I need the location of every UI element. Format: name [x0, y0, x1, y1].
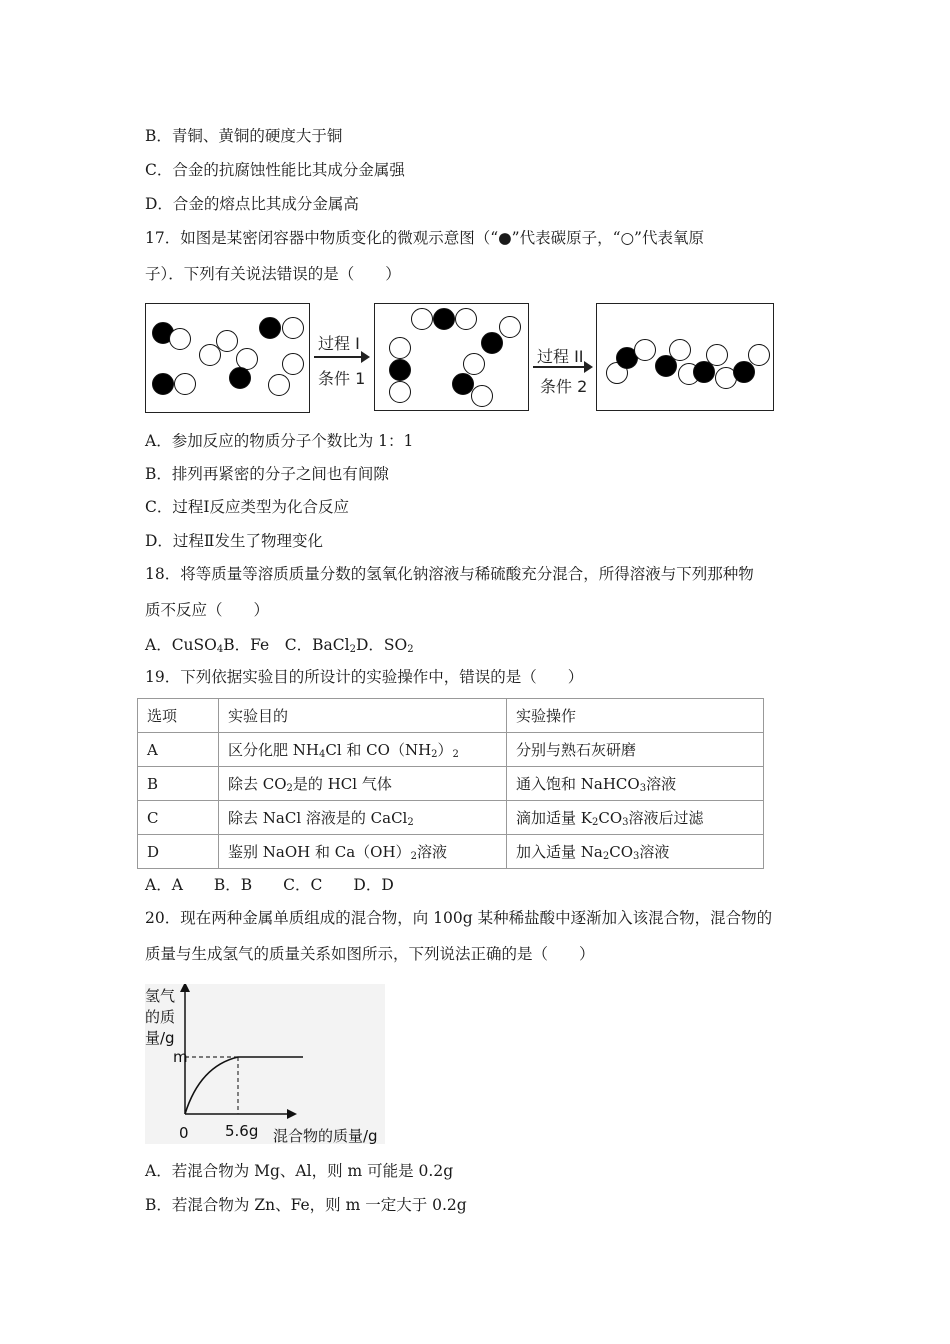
table-header: 实验目的: [219, 699, 507, 733]
process-1-label: 过程 I: [318, 334, 360, 353]
process-1-arrow: [314, 356, 368, 358]
q17-option-b: B．排列再紧密的分子之间也有间隙: [145, 465, 389, 483]
q16-option-c: C．合金的抗腐蚀性能比其成分金属强: [145, 161, 405, 179]
carbon-atom: [481, 332, 503, 354]
ylabel-line: 氢气: [145, 987, 176, 1005]
chart-xlabel: 混合物的质量/g: [273, 1127, 378, 1145]
y-tick-m: m: [173, 1048, 188, 1066]
oxygen-atom: [268, 374, 290, 396]
oxygen-atom: [634, 339, 656, 361]
oxygen-atom: [282, 353, 304, 375]
table-header-row: [138, 699, 764, 733]
q17-option-c: C．过程Ⅰ反应类型为化合反应: [145, 498, 349, 516]
q18-stem-line1: 18．将等质量等溶质质量分数的氢氧化钠溶液与稀硫酸充分混合，所得溶液与下列那种物: [145, 565, 754, 583]
oxygen-atom: [169, 328, 191, 350]
carbon-atom: [389, 359, 411, 381]
oxygen-atom: [199, 344, 221, 366]
table-row: [138, 801, 764, 835]
table-cell-operation: 分别与熟石灰研磨: [507, 733, 764, 767]
q17-stem-line1: 17．如图是某密闭容器中物质变化的微观示意图（“●”代表碳原子，“○”代表氧原: [145, 229, 704, 247]
origin-label: 0: [179, 1124, 189, 1142]
table-cell-goal: 鉴别 NaOH 和 $Ca(OH)_2$溶液: [219, 835, 507, 869]
carbon-atom: [229, 367, 251, 389]
q16-option-d: D．合金的熔点比其成分金属高: [145, 195, 359, 213]
process-2-arrow: [533, 366, 591, 368]
q19-table: [137, 698, 764, 869]
q20-option-b: B．若混合物为 Zn、Fe，则 m 一定大于 0.2g: [145, 1196, 467, 1214]
q20-stem-line1: 20．现在两种金属单质组成的混合物，向 100g 某种稀盐酸中逐渐加入该混合物，混合物的: [145, 909, 773, 927]
carbon-atom: [433, 308, 455, 330]
table-cell-operation: 加入适量 $Na_2CO_3$溶液: [507, 835, 764, 869]
oxygen-atom: [706, 344, 728, 366]
x-axis-arrow: [287, 1109, 297, 1119]
oxygen-atom: [463, 353, 485, 375]
q20-option-a: A．若混合物为 Mg、Al，则 m 可能是 0.2g: [145, 1162, 454, 1180]
q20-stem-line2: 质量与生成氢气的质量关系如图所示，下列说法正确的是（ ）: [145, 945, 595, 963]
table-header: 实验操作: [507, 699, 764, 733]
table-cell-goal: 除去 $CO_2$是的 HCl 气体: [219, 767, 507, 801]
ylabel-line: 的质: [145, 1008, 176, 1026]
figure-panel-intermediate: [374, 303, 529, 411]
ylabel-line: 量/g: [145, 1029, 175, 1047]
q19-stem: 19．下列依据实验目的所设计的实验操作中，错误的是（ ）: [145, 668, 584, 686]
table-cell-option: A: [138, 733, 219, 767]
process-2-label: 过程 II: [537, 347, 584, 366]
table-cell-goal: 区分化肥 $NH_4Cl$ 和 $CO(NH_2)_2$: [219, 733, 507, 767]
figure-panel-initial: [145, 303, 310, 413]
carbon-atom: [259, 317, 281, 339]
oxygen-atom: [389, 381, 411, 403]
q17-stem-line2: 子）．下列有关说法错误的是（ ）: [145, 265, 401, 283]
table-cell-operation: 通入饱和 NaHCO$_3$溶液: [507, 767, 764, 801]
oxygen-atom: [389, 337, 411, 359]
condition-2-label: 条件 2: [540, 377, 588, 396]
carbon-atom: [733, 361, 755, 383]
table-cell-option: B: [138, 767, 219, 801]
oxygen-atom: [174, 373, 196, 395]
oxygen-atom: [499, 316, 521, 338]
condition-1-label: 条件 1: [318, 369, 366, 388]
table-cell-goal: 除去 NaCl 溶液是的 CaCl$_2$: [219, 801, 507, 835]
y-axis-arrow: [180, 984, 190, 992]
table-cell-option: D: [138, 835, 219, 869]
q17-option-d: D．过程Ⅱ发生了物理变化: [145, 532, 323, 550]
q17-option-a: A．参加反应的物质分子个数比为 1：1: [145, 432, 414, 450]
table-row: [138, 767, 764, 801]
q18-stem-line2: 质不反应（ ）: [145, 601, 270, 619]
carbon-atom: [152, 373, 174, 395]
oxygen-atom: [748, 344, 770, 366]
oxygen-atom: [669, 339, 691, 361]
q16-option-b: B．青铜、黄铜的硬度大于铜: [145, 127, 343, 145]
oxygen-atom: [411, 308, 433, 330]
q18-options: A．CuSO$_4$B．Fe C．BaCl$_2$D．$SO_2$: [145, 636, 414, 655]
oxygen-atom: [471, 385, 493, 407]
table-cell-operation: 滴加适量 $K_2CO_3$溶液后过滤: [507, 801, 764, 835]
oxygen-atom: [455, 308, 477, 330]
table-header: 选项: [138, 699, 219, 733]
table-row: [138, 733, 764, 767]
figure-panel-final: [596, 303, 774, 411]
series-curve: [185, 1057, 238, 1114]
x-tick-5-6g: 5.6g: [225, 1122, 259, 1140]
q19-answer-options: A．A B．B C．C D．D: [145, 876, 394, 894]
q20-chart: [145, 984, 385, 1144]
table-row: [138, 835, 764, 869]
table-cell-option: C: [138, 801, 219, 835]
oxygen-atom: [282, 317, 304, 339]
